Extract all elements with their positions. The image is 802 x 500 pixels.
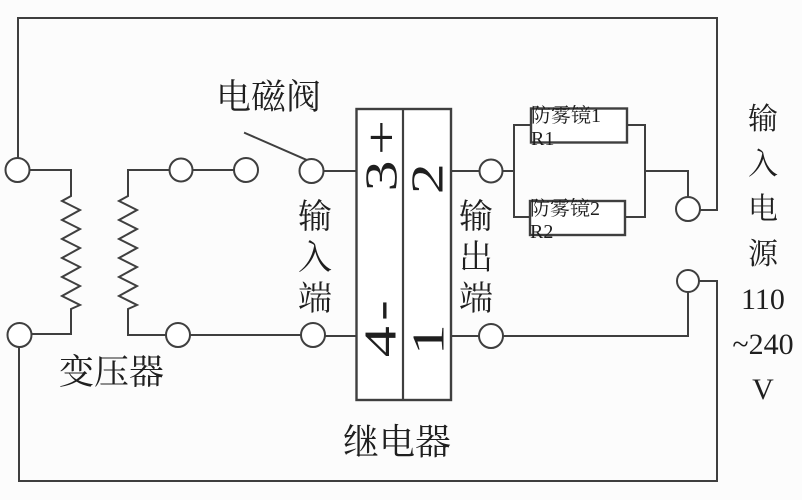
relay-terminal-3-plus: 3+ [355,114,407,192]
power-line-1: 输 [748,103,778,136]
power-line-5: 110 [741,283,785,316]
terminal-relay-out-bottom [479,324,503,348]
terminal-mains-right-top [676,197,700,221]
switch-blade [245,133,316,164]
mirror1-label: 防雾镜1 R1 [531,105,601,150]
terminal-mains-left-top [6,158,30,182]
mirror2-label: 防雾镜2 R2 [530,198,600,243]
terminal-secondary-bottom-a [166,323,190,347]
output-terminal-label: 输出端 [459,199,493,318]
power-line-4: 源 [748,238,778,271]
relay-terminal-2: 2 [401,157,453,195]
power-source-label [724,97,802,412]
wire-mirrors-to-terminal [645,171,688,198]
terminal-switch-right [300,159,324,183]
terminal-secondary-top [170,159,193,182]
power-line-7: V [752,373,774,406]
power-line-6: ~240 [732,328,794,361]
terminal-relay-out-top [480,160,503,183]
wire-out-bottom-run [503,292,688,336]
relay-terminal-4-minus: 4- [354,294,406,358]
terminal-mains-left-bottom [8,323,32,347]
terminal-switch-left [234,158,258,182]
power-line-2: 入 [748,148,778,181]
power-line-3: 电 [748,193,778,226]
terminal-mains-right-bottom [677,270,699,292]
terminal-secondary-bottom-b [301,323,325,347]
transformer-secondary-winding [119,170,170,335]
relay-terminal-1: 1 [402,318,454,356]
solenoid-valve-label: 电磁阀 [216,78,322,117]
transformer-primary-winding [30,170,80,334]
transformer-label: 变压器 [59,353,165,392]
relay-label: 继电器 [343,422,452,462]
input-terminal-label: 输入端 [298,199,332,318]
